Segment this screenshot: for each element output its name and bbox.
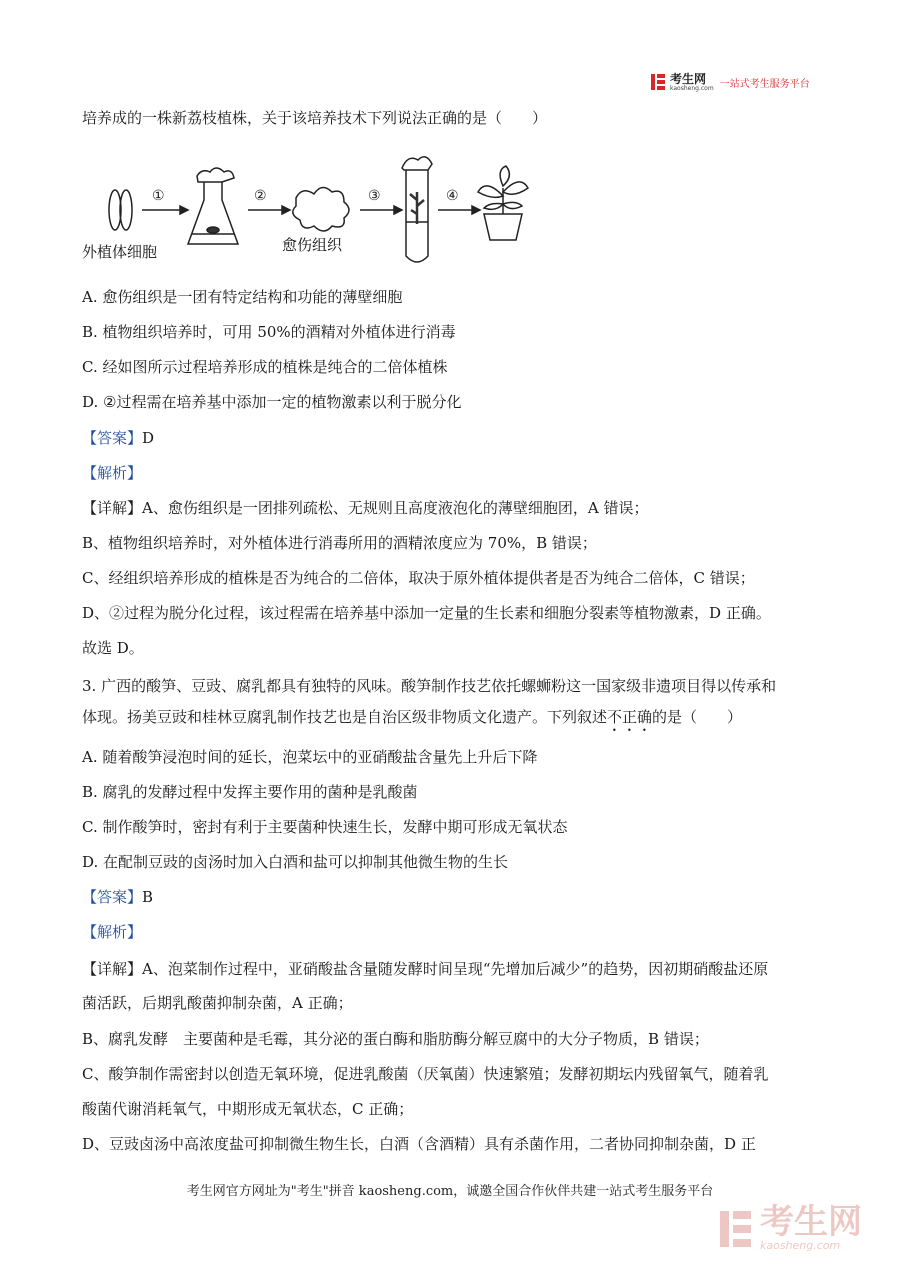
- q3-option-c: C. 制作酸笋时，密封有利于主要菌种快速生长，发酵中期可形成无氧状态: [82, 818, 568, 836]
- header-logo[interactable]: [650, 72, 810, 92]
- explant-label: 外植体细胞: [82, 243, 158, 261]
- q2-answer: [82, 428, 154, 448]
- q2-option-a: A. 愈伤组织是一团有特定结构和功能的薄壁细胞: [82, 288, 403, 306]
- q2-detail-c: C、经组织培养形成的植株是否为纯合的二倍体，取决于原外植体提供者是否为纯合二倍体，C 错误；: [82, 569, 755, 587]
- page-footer: 考生网官方网址为"考生"拼音 kaosheng.com，诚邀全国合作伙伴共建一站式考生服务平台: [186, 1184, 714, 1199]
- step-3-label: ③: [368, 188, 381, 204]
- logo-text: [670, 73, 714, 92]
- step-1-label: ①: [152, 188, 165, 204]
- q3-option-a: A. 随着酸笋浸泡时间的延长，泡菜坛中的亚硝酸盐含量先上升后下降: [82, 748, 538, 766]
- q3-stem-line1: 3. 广西的酸笋、豆豉、腐乳都具有独特的风味。酸笋制作技艺依托螺蛳粉这一国家级非遗项目得以传承和: [82, 677, 777, 695]
- watermark-text: [760, 1202, 862, 1252]
- q2-answer-label: 【答案】: [82, 429, 143, 447]
- watermark-logo-icon: [718, 1207, 754, 1251]
- q3-detail-b: B、腐乳发酵 主要菌种是毛霉，其分泌的蛋白酶和脂肪酶分解豆腐中的大分子物质，B 错误；: [82, 1030, 709, 1048]
- explant-cells-icon: [109, 190, 132, 230]
- q2-option-c: C. 经如图所示过程培养形成的植株是纯合的二倍体植株: [82, 358, 448, 376]
- q2-conclusion: 故选 D。: [82, 639, 144, 657]
- q3-stem-line2: [82, 707, 742, 735]
- q3-detail-a1: [82, 959, 768, 979]
- arrow-step-3-icon: [360, 206, 402, 214]
- q2-detail-b: B、植物组织培养时，对外植体进行消毒所用的酒精浓度应为 70%，B 错误；: [82, 534, 597, 552]
- q2-stem: 培养成的一株新荔枝植株，关于该培养技术下列说法正确的是（ ）: [82, 109, 548, 127]
- q2-detail-a-text: A、愈伤组织是一团排列疏松、无规则且高度液泡化的薄壁细胞团，A 错误；: [142, 499, 649, 517]
- q3-option-d: D. 在配制豆豉的卤汤时加入白酒和盐可以抑制其他微生物的生长: [82, 853, 509, 871]
- potted-plant-icon: [478, 166, 528, 240]
- tissue-culture-diagram: [82, 148, 542, 268]
- q3-answer: [82, 887, 153, 907]
- q2-detail-label: 【详解】: [82, 499, 143, 517]
- q2-analysis-label: 【解析】: [82, 464, 143, 482]
- q3-detail-label: 【详解】: [82, 960, 143, 978]
- q3-stem-emphasis: 不正确: [607, 708, 653, 726]
- q3-detail-c2: 酸菌代谢消耗氧气，中期形成无氧状态，C 正确；: [82, 1100, 414, 1118]
- kaosheng-logo-icon: [650, 72, 666, 92]
- test-tube-icon: [402, 157, 432, 262]
- step-2-label: ②: [254, 188, 267, 204]
- watermark-url: kaosheng.com: [760, 1239, 841, 1252]
- logo-url: kaosheng.com: [670, 84, 714, 92]
- logo-brand: 考生网: [670, 71, 707, 86]
- q2-option-b: B. 植物组织培养时，可用 50%的酒精对外植体进行消毒: [82, 323, 456, 341]
- q3-detail-a2: 菌活跃，后期乳酸菌抑制杂菌，A 正确；: [82, 994, 353, 1012]
- arrow-step-1-icon: [142, 206, 188, 214]
- arrow-step-4-icon: [438, 206, 480, 214]
- q3-detail-d1: D、豆豉卤汤中高浓度盐可抑制微生物生长，白酒（含酒精）具有杀菌作用，二者协同抑制杂菌，D 正: [82, 1135, 756, 1153]
- q3-detail-a1-text: A、泡菜制作过程中，亚硝酸盐含量随发酵时间呈现“先增加后减少”的趋势，因初期硝酸盐还原: [142, 960, 769, 978]
- q3-stem-line2-pre: 体现。扬美豆豉和桂林豆腐乳制作技艺也是自治区级非物质文化遗产。下列叙述: [82, 708, 608, 726]
- q3-analysis-label: 【解析】: [82, 923, 143, 941]
- flask-icon: [188, 168, 238, 244]
- q2-answer-value: D: [142, 429, 155, 447]
- logo-slogan: 一站式考生服务平台: [719, 78, 810, 90]
- q3-detail-c1: C、酸笋制作需密封以创造无氧环境，促进乳酸菌（厌氧菌）快速繁殖；发酵初期坛内残留氧气，随着乳: [82, 1065, 769, 1083]
- q3-answer-value: B: [142, 888, 154, 906]
- step-4-label: ④: [446, 188, 459, 204]
- q2-detail-d: D、②过程为脱分化过程，该过程需在培养基中添加一定量的生长素和细胞分裂素等植物激素，D 正确。: [82, 604, 771, 622]
- watermark-logo: [718, 1202, 862, 1252]
- q3-answer-label: 【答案】: [82, 888, 143, 906]
- q2-option-d: D. ②过程需在培养基中添加一定的植物激素以利于脱分化: [82, 393, 462, 411]
- watermark-brand: 考生网: [760, 1202, 862, 1242]
- q2-detail-a: [82, 498, 648, 518]
- callus-label: 愈伤组织: [282, 236, 343, 254]
- q3-stem-line2-post: 的是（ ）: [652, 708, 743, 726]
- arrow-step-2-icon: [248, 206, 290, 214]
- q3-option-b: B. 腐乳的发酵过程中发挥主要作用的菌种是乳酸菌: [82, 783, 418, 801]
- callus-icon: [293, 187, 349, 231]
